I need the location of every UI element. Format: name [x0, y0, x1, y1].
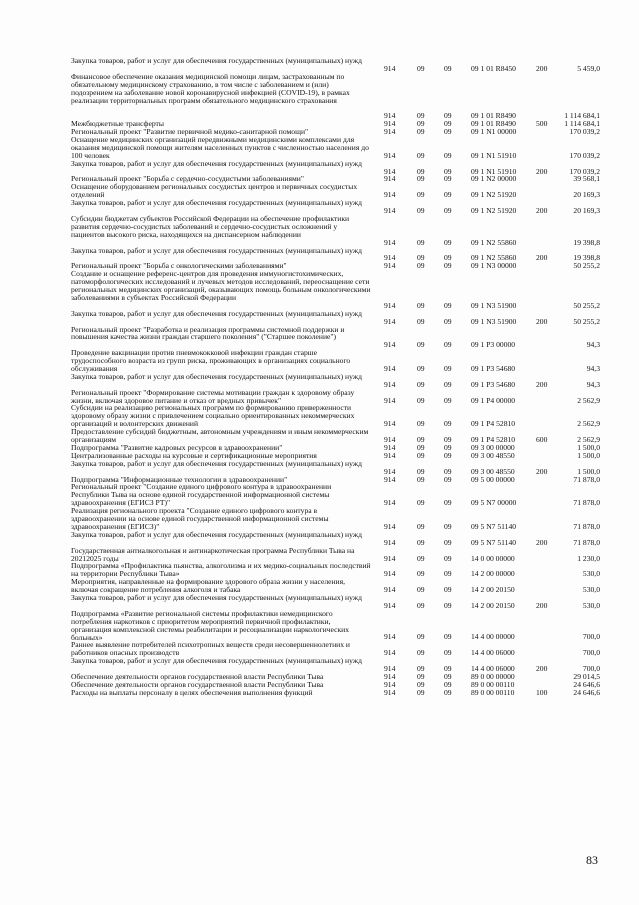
- section-code: 09: [417, 648, 425, 658]
- amount: 530,0: [582, 600, 600, 610]
- subsection-code: 09: [444, 150, 452, 160]
- section-code: 09: [417, 671, 425, 681]
- expense-type-code: 600: [536, 435, 548, 445]
- subsection-code: 09: [444, 237, 452, 247]
- section-code: 09: [417, 300, 425, 310]
- section-code: 09: [417, 600, 425, 610]
- row-name: Субсидии на реализацию региональных программ по формированию приверженности здоровому образу жизни с привлечением социально ориентированных некоммерческих организаций и волонтерских движений: [71, 403, 355, 429]
- ministry-code: 914: [384, 585, 396, 595]
- ministry-code: 914: [384, 190, 396, 200]
- target-article-code: 09 1 N1 51910: [471, 150, 517, 160]
- row-name: Государственная антиалкогольная и антинаркотическая программа Республики Тыва на 20212025 годы: [71, 545, 355, 563]
- section-code: 09: [417, 679, 425, 689]
- row-name: Оснащение медицинских организаций передвижными медицинскими комплексами для оказания медицинской помощи жителям населенных пунктов с численностью населения до 100 человек: [71, 134, 369, 160]
- section-code: 09: [417, 553, 425, 563]
- target-article-code: 09 1 P3 00000: [471, 340, 516, 350]
- row-name: Закупка товаров, работ и услуг для обеспечения государственных (муниципальных) нужд: [71, 371, 362, 381]
- row-name: Субсидии бюджетам субъектов Российской Федерации на обеспечение профилактики развития сердечно-сосудистых заболеваний и сердечно-сосудистых осложнений у пациентов высокого риска, находящихся на диспансерном наблюдении: [71, 213, 350, 239]
- section-code: 09: [417, 474, 425, 484]
- ministry-code: 914: [384, 300, 396, 310]
- subsection-code: 09: [444, 261, 452, 271]
- target-article-code: 09 5 N7 00000: [471, 498, 517, 508]
- row-name: Реализация регионального проекта "Создание единого цифрового контура в здравоохранении на основе единой государственной информационной системы здравоохранения (ЕГИСЗ)": [71, 506, 329, 531]
- target-article-code: 09 1 N2 55860: [471, 253, 517, 263]
- ministry-code: 914: [384, 316, 396, 326]
- section-code: 09: [417, 521, 425, 531]
- row-name: Закупка товаров, работ и услуг для обеспечения государственных (муниципальных) нужд: [71, 198, 362, 208]
- ministry-code: 914: [384, 537, 396, 547]
- row-name: Региональный проект "Развитие первичной медико-санитарной помощи": [71, 127, 309, 137]
- ministry-code: 914: [384, 340, 396, 350]
- amount: 71 878,0: [573, 521, 600, 531]
- row-name: Подпрограмма "Развитие кадровых ресурсов в здравоохранении": [71, 442, 283, 452]
- subsection-code: 09: [444, 174, 452, 184]
- target-article-code: 09 1 N1 51910: [471, 166, 517, 176]
- target-article-code: 09 1 N3 51900: [471, 316, 517, 326]
- table-row: [0, 428, 639, 444]
- table-row: [0, 326, 639, 350]
- ministry-code: 914: [384, 63, 396, 73]
- subsection-code: 09: [444, 569, 452, 579]
- subsection-code: 09: [444, 450, 452, 460]
- amount: 20 169,3: [573, 190, 600, 200]
- amount: 2 562,9: [577, 419, 600, 429]
- target-article-code: 09 1 01 R8450: [471, 63, 516, 73]
- subsection-code: 09: [444, 466, 452, 476]
- expense-type-code: 200: [536, 379, 548, 389]
- section-code: 09: [417, 340, 425, 350]
- amount: 170 039,2: [569, 127, 600, 137]
- subsection-code: 09: [444, 166, 452, 176]
- ministry-code: 914: [384, 600, 396, 610]
- table-row: [0, 531, 639, 547]
- ministry-code: 914: [384, 419, 396, 429]
- ministry-code: 914: [384, 174, 396, 184]
- subsection-code: 09: [444, 648, 452, 658]
- table-row: [0, 215, 639, 247]
- amount: 71 878,0: [573, 537, 600, 547]
- ministry-code: 914: [384, 127, 396, 137]
- subsection-code: 09: [444, 111, 452, 121]
- amount: 2 562,9: [577, 395, 600, 405]
- subsection-code: 09: [444, 127, 452, 137]
- expense-type-code: 200: [536, 253, 548, 263]
- amount: 2 562,9: [577, 435, 600, 445]
- amount: 24 646,6: [573, 679, 600, 689]
- table-row: [0, 547, 639, 563]
- target-article-code: 09 1 01 R8490: [471, 111, 516, 121]
- section-code: 09: [417, 150, 425, 160]
- expense-type-code: 100: [536, 687, 548, 697]
- subsection-code: 09: [444, 206, 452, 216]
- section-code: 09: [417, 316, 425, 326]
- ministry-code: 914: [384, 150, 396, 160]
- target-article-code: 14 4 00 06000: [471, 664, 515, 674]
- target-article-code: 09 3 00 00000: [471, 442, 515, 452]
- section-code: 09: [417, 63, 425, 73]
- row-name: Подпрограмма «Профилактика пьянства, алкоголизма и их медико-социальных последствий на территории Республики Тыва»: [71, 561, 371, 579]
- section-code: 09: [417, 395, 425, 405]
- ministry-code: 914: [384, 261, 396, 271]
- ministry-code: 914: [384, 442, 396, 452]
- section-code: 09: [417, 206, 425, 216]
- ministry-code: 914: [384, 166, 396, 176]
- amount: 700,0: [582, 664, 600, 674]
- amount: 71 878,0: [573, 474, 600, 484]
- subsection-code: 09: [444, 316, 452, 326]
- target-article-code: 09 3 00 48550: [471, 450, 515, 460]
- row-name: Закупка товаров, работ и услуг для обеспечения государственных (муниципальных) нужд: [71, 245, 362, 255]
- section-code: 09: [417, 127, 425, 137]
- section-code: 09: [417, 466, 425, 476]
- section-code: 09: [417, 498, 425, 508]
- amount: 94,3: [586, 364, 600, 373]
- subsection-code: 09: [444, 300, 452, 310]
- target-article-code: 09 1 P3 54680: [471, 379, 516, 389]
- table-row: [0, 389, 639, 405]
- section-code: 09: [417, 379, 425, 389]
- expense-type-code: 500: [536, 119, 548, 129]
- amount: 530,0: [582, 569, 600, 579]
- target-article-code: 09 1 N2 55860: [471, 237, 517, 247]
- target-article-code: 89 0 00 00110: [471, 687, 515, 697]
- row-name: Предоставление субсидий бюджетным, автономным учреждениям и иным некоммерческим организациям: [71, 427, 369, 445]
- target-article-code: 09 1 N3 00000: [471, 261, 517, 271]
- subsection-code: 09: [444, 340, 452, 350]
- subsection-code: 09: [444, 521, 452, 531]
- table-row: [0, 57, 639, 73]
- row-name: Региональный проект "Создание единого цифрового контура в здравоохранении Республики Тыва на основе единой государственной информационной системы здравоохранения (ЕГИСЗ РТ)": [71, 482, 332, 508]
- section-code: 09: [417, 569, 425, 579]
- amount: 19 398,8: [573, 253, 600, 263]
- row-name: Закупка товаров, работ и услуг для обеспечения государственных (муниципальных) нужд: [71, 458, 362, 468]
- subsection-code: 09: [444, 435, 452, 445]
- section-code: 09: [417, 190, 425, 200]
- row-name: Проведение вакцинации против пневмококковой инфекции граждан старше трудоспособного возраста из групп риска, проживающих в организациях социального обслуживания: [71, 348, 351, 374]
- expense-type-code: 200: [536, 537, 548, 547]
- ministry-code: 914: [384, 450, 396, 460]
- row-name: Закупка товаров, работ и услуг для обеспечения государственных (муниципальных) нужд: [71, 656, 362, 666]
- row-name: Закупка товаров, работ и услуг для обеспечения государственных (муниципальных) нужд: [71, 593, 362, 602]
- subsection-code: 09: [444, 600, 452, 610]
- subsection-code: 09: [444, 364, 452, 373]
- target-article-code: 14 4 00 00000: [471, 632, 515, 642]
- table-row: [0, 657, 639, 673]
- subsection-code: 09: [444, 679, 452, 689]
- expense-type-code: 200: [536, 664, 548, 674]
- amount: 50 255,2: [573, 300, 600, 310]
- expense-type-code: 200: [536, 466, 548, 476]
- row-name: Закупка товаров, работ и услуг для обеспечения государственных (муниципальных) нужд: [71, 158, 362, 168]
- row-name: Обеспечение деятельности органов государственной власти Республики Тыва: [71, 679, 324, 689]
- subsection-code: 09: [444, 474, 452, 484]
- section-code: 09: [417, 237, 425, 247]
- amount: 1 500,0: [577, 466, 600, 476]
- amount: 39 568,1: [573, 174, 600, 184]
- table-row: [0, 349, 639, 373]
- target-article-code: 09 5 N7 51140: [471, 521, 517, 531]
- expense-type-code: 200: [536, 206, 548, 216]
- row-name: Подпрограмма "Информационные технологии в здравоохранении": [71, 474, 288, 484]
- ministry-code: 914: [384, 119, 396, 129]
- expense-type-code: 200: [536, 316, 548, 326]
- row-name: Расходы на выплаты персоналу в целях обеспечения выполнения функций: [71, 687, 313, 697]
- section-code: 09: [417, 664, 425, 674]
- table-row: [0, 578, 639, 594]
- ministry-code: 914: [384, 364, 396, 373]
- table-row: [0, 183, 639, 199]
- ministry-code: 914: [384, 474, 396, 484]
- table-row: [0, 373, 639, 389]
- target-article-code: 09 1 P4 52810: [471, 435, 516, 445]
- page-number: 83: [586, 853, 598, 867]
- subsection-code: 09: [444, 442, 452, 452]
- target-article-code: 09 5 N7 51140: [471, 537, 517, 547]
- amount: 29 014,5: [573, 671, 600, 681]
- amount: 94,3: [586, 379, 600, 389]
- subsection-code: 09: [444, 498, 452, 508]
- amount: 170 039,2: [569, 150, 600, 160]
- amount: 1 500,0: [577, 442, 600, 452]
- ministry-code: 914: [384, 466, 396, 476]
- table-row: [0, 460, 639, 476]
- row-name: Региональный проект "Борьба с онкологическими заболеваниями": [71, 261, 287, 271]
- subsection-code: 09: [444, 119, 452, 129]
- ministry-code: 914: [384, 521, 396, 531]
- expense-type-code: 200: [536, 600, 548, 610]
- section-code: 09: [417, 419, 425, 429]
- target-article-code: 09 1 P4 52810: [471, 419, 516, 429]
- section-code: 09: [417, 111, 425, 121]
- expense-type-code: 200: [536, 63, 548, 73]
- row-name: Региональный проект "Формирование системы мотивации граждан к здоровому образу жизни, включая здоровое питание и отказ от вредных привычек": [71, 387, 355, 405]
- amount: 700,0: [582, 632, 600, 642]
- subsection-code: 09: [444, 419, 452, 429]
- section-code: 09: [417, 166, 425, 176]
- ministry-code: 914: [384, 253, 396, 263]
- target-article-code: 09 1 N3 51900: [471, 300, 517, 310]
- table-row: [0, 594, 639, 610]
- target-article-code: 14 2 00 20150: [471, 585, 515, 595]
- target-article-code: 14 2 00 00000: [471, 569, 515, 579]
- table-row: [0, 136, 639, 160]
- section-code: 09: [417, 364, 425, 373]
- ministry-code: 914: [384, 237, 396, 247]
- amount: 1 230,0: [577, 553, 600, 563]
- table-row: [0, 404, 639, 428]
- section-code: 09: [417, 450, 425, 460]
- subsection-code: 09: [444, 395, 452, 405]
- amount: 19 398,8: [573, 237, 600, 247]
- subsection-code: 09: [444, 537, 452, 547]
- table-row: [0, 507, 639, 531]
- amount: 24 646,6: [573, 687, 600, 697]
- table-row: [0, 483, 639, 507]
- table-row: [0, 310, 639, 326]
- table-row: [0, 689, 639, 697]
- target-article-code: 09 1 N2 51920: [471, 206, 517, 216]
- section-code: 09: [417, 537, 425, 547]
- row-name: Закупка товаров, работ и услуг для обеспечения государственных (муниципальных) нужд: [71, 308, 362, 318]
- row-name: Межбюджетные трансферты: [71, 119, 164, 129]
- amount: 530,0: [582, 585, 600, 595]
- table-row: [0, 562, 639, 578]
- section-code: 09: [417, 435, 425, 445]
- row-name: Региональный проект "Разработка и реализация программы системной поддержки и повышения качества жизни граждан старшего поколения" ("Старшее поколение"): [71, 324, 345, 342]
- row-name: Централизованные расходы на курсовые и сертификационные мероприятия: [71, 450, 317, 460]
- amount: 50 255,2: [573, 316, 600, 326]
- target-article-code: 89 0 00 00110: [471, 679, 515, 689]
- table-row: [0, 73, 639, 120]
- target-article-code: 09 1 N2 51920: [471, 190, 517, 200]
- table-row: [0, 641, 639, 657]
- ministry-code: 914: [384, 648, 396, 658]
- row-name: Подпрограмма «Развитие региональной системы профилактики немедицинского потребления наркотиков с приоритетом мероприятий первичной профилактики, организация комплексной системы реабилитации и ресоциализации наркологических больных»: [71, 608, 350, 642]
- subsection-code: 09: [444, 379, 452, 389]
- section-code: 09: [417, 174, 425, 184]
- target-article-code: 09 3 00 48550: [471, 466, 515, 476]
- ministry-code: 914: [384, 569, 396, 579]
- subsection-code: 09: [444, 190, 452, 200]
- table-row: [0, 270, 639, 310]
- ministry-code: 914: [384, 687, 396, 697]
- ministry-code: 914: [384, 498, 396, 508]
- ministry-code: 914: [384, 435, 396, 445]
- amount: 5 459,0: [577, 63, 600, 73]
- target-article-code: 14 4 00 06000: [471, 648, 515, 658]
- ministry-code: 914: [384, 395, 396, 405]
- ministry-code: 914: [384, 632, 396, 642]
- subsection-code: 09: [444, 632, 452, 642]
- target-article-code: 09 1 N2 00000: [471, 174, 517, 184]
- subsection-code: 09: [444, 553, 452, 563]
- table-row: [0, 247, 639, 263]
- target-article-code: 09 1 P3 54680: [471, 364, 516, 373]
- amount: 94,3: [586, 340, 600, 350]
- expense-type-code: 200: [536, 166, 548, 176]
- target-article-code: 14 2 00 20150: [471, 600, 515, 610]
- target-article-code: 09 1 N1 00000: [471, 127, 517, 137]
- amount: 170 039,2: [569, 166, 600, 176]
- amount: 50 255,2: [573, 261, 600, 271]
- target-article-code: 09 1 01 R8490: [471, 119, 516, 129]
- row-name: Мероприятия, направленные на формирование здорового образа жизни у населения, включая сокращение потребления алкоголя и табака: [71, 577, 346, 595]
- section-code: 09: [417, 261, 425, 271]
- target-article-code: 89 0 00 00000: [471, 671, 515, 681]
- ministry-code: 914: [384, 379, 396, 389]
- row-name: Оснащение оборудованием региональных сосудистых центров и первичных сосудистых отделений: [71, 182, 358, 200]
- subsection-code: 09: [444, 253, 452, 263]
- ministry-code: 914: [384, 679, 396, 689]
- ministry-code: 914: [384, 664, 396, 674]
- amount: 20 169,3: [573, 206, 600, 216]
- amount: 1 500,0: [577, 450, 600, 460]
- row-name: Закупка товаров, работ и услуг для обеспечения государственных (муниципальных) нужд: [71, 529, 362, 539]
- row-name: Обеспечение деятельности органов государственной власти Республики Тыва: [71, 671, 324, 681]
- section-code: 09: [417, 632, 425, 642]
- section-code: 09: [417, 687, 425, 697]
- subsection-code: 09: [444, 687, 452, 697]
- subsection-code: 09: [444, 585, 452, 595]
- amount: 1 114 684,1: [564, 111, 600, 121]
- table-row: [0, 199, 639, 215]
- ministry-code: 914: [384, 111, 396, 121]
- ministry-code: 914: [384, 206, 396, 216]
- budget-table: [0, 57, 639, 697]
- section-code: 09: [417, 253, 425, 263]
- section-code: 09: [417, 442, 425, 452]
- table-row: [0, 160, 639, 176]
- section-code: 09: [417, 585, 425, 595]
- target-article-code: 14 0 00 00000: [471, 553, 515, 563]
- row-name: Закупка товаров, работ и услуг для обеспечения государственных (муниципальных) нужд: [71, 56, 362, 65]
- row-name: Региональный проект "Борьба с сердечно-сосудистыми заболеваниями": [71, 174, 304, 184]
- amount: 71 878,0: [573, 498, 600, 508]
- section-code: 09: [417, 119, 425, 129]
- amount: 1 114 684,1: [564, 119, 600, 129]
- table-row: [0, 610, 639, 642]
- ministry-code: 914: [384, 553, 396, 563]
- subsection-code: 09: [444, 671, 452, 681]
- row-name: Создание и оснащение референс-центров для проведения иммуногистохимических, патоморфологических исследований и лучевых методов исследований, переоснащение сети региональных медицинских организаций, оказывающих помощь больным онкологическими заболеваниями в субъектах Российской Федерации: [71, 269, 371, 302]
- target-article-code: 09 1 P4 00000: [471, 395, 516, 405]
- amount: 700,0: [582, 648, 600, 658]
- subsection-code: 09: [444, 664, 452, 674]
- subsection-code: 09: [444, 63, 452, 73]
- target-article-code: 09 5 00 00000: [471, 474, 515, 484]
- row-name: Финансовое обеспечение оказания медицинской помощи лицам, застрахованным по обязательному медицинскому страхованию, в том числе с заболеванием и (или) подозрением на заболевание новой коронавирусной инфекцией (COVID-19), в рамках реализации территориальных программ обязательного медицинского страхования: [71, 71, 350, 105]
- row-name: Раннее выявление потребителей психотропных веществ среди несовершеннолетних и работников опасных производств: [71, 640, 350, 658]
- ministry-code: 914: [384, 671, 396, 681]
